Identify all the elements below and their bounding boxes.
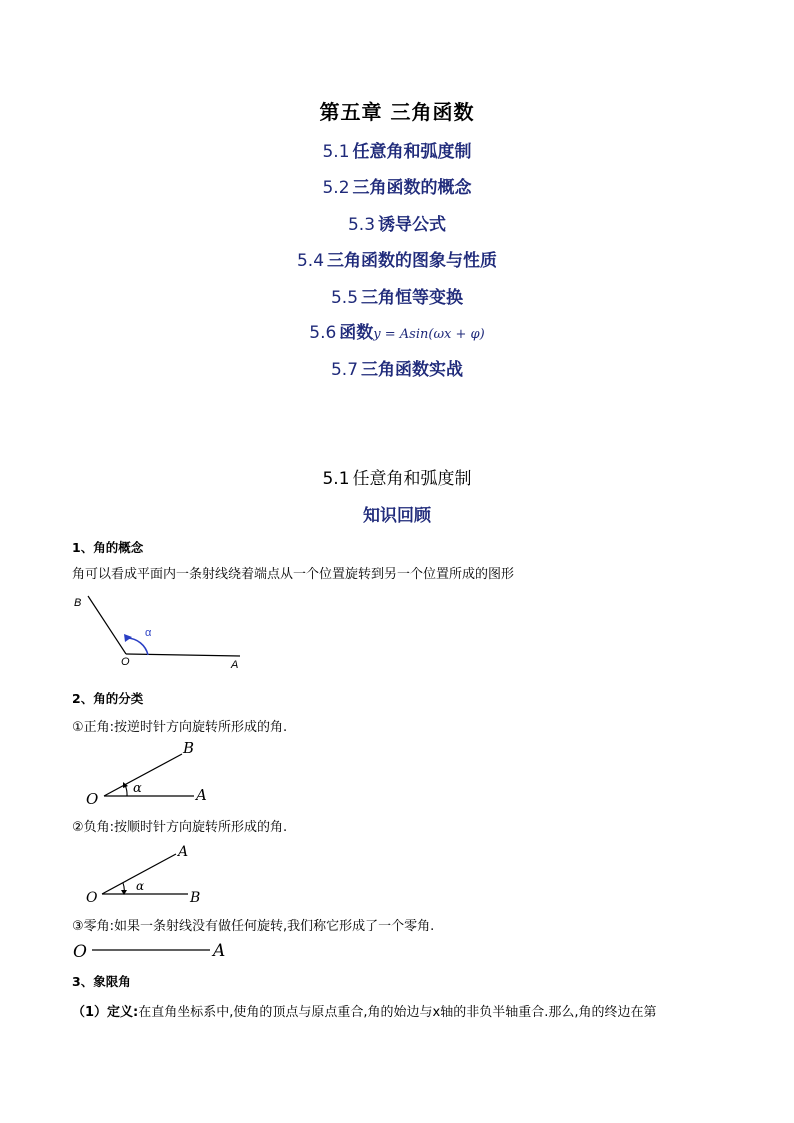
label-O: O [86,890,98,906]
toc-label: 诱导公式 [378,215,447,235]
toc-formula: y = Asin(ωx + φ) [373,327,485,342]
toc-label: 三角函数的概念 [352,178,472,198]
chapter-title: 第五章 三角函数 [319,100,475,124]
toc-num: 5.7 [330,360,359,380]
toc-num: 5.1 [322,142,350,162]
label-O: O [73,942,87,962]
toc-item-5-5[interactable] [0,283,794,308]
label-O: O [86,790,99,808]
angle-concept-figure [70,590,250,670]
quadrant-heading: 3、象限角 [72,974,131,989]
concept-heading: 1、角的概念 [72,540,144,555]
toc-num: 5.5 [330,288,359,308]
toc-num: 5.2 [322,178,350,198]
ray-OB [104,754,182,796]
zero-angle-text: ③零角:如果一条射线没有做任何旋转,我们称它形成了一个零角. [72,919,435,934]
label-A: A [213,941,226,961]
toc-item-5-2[interactable] [0,173,794,198]
label-O: O [121,656,130,668]
toc-item-5-3[interactable] [0,210,794,235]
label-A: A [196,786,207,804]
toc-num: 5.3 [347,215,376,235]
toc-label: 三角函数的图象与性质 [327,251,498,271]
section-subtitle: 知识回顾 [363,506,431,526]
label-B: B [183,739,195,757]
toc-label: 函数 [339,323,374,343]
toc-item-5-4[interactable] [0,246,794,271]
section-label: 任意角和弧度制 [352,469,472,489]
toc-label: 任意角和弧度制 [352,142,472,162]
negative-angle-figure [82,840,222,908]
zero-angle-figure [70,936,240,966]
concept-text: 角可以看成平面内一条射线绕着端点从一个位置旋转到另一个位置所成的图形 [72,567,515,582]
quadrant-definition [72,1001,656,1020]
section-title [0,464,794,489]
toc-item-5-1[interactable] [0,137,794,162]
label-A: A [178,844,189,860]
toc-label: 三角恒等变换 [361,288,464,308]
toc-item-5-6[interactable] [0,318,794,343]
ray-OA [126,654,240,656]
label-B: B [74,597,82,609]
definition-text: 在直角坐标系中,使角的顶点与原点重合,角的始边与x轴的非负半轴重合.那么,角的终边在第 [138,1005,657,1020]
positive-angle-text: ①正角:按逆时针方向旋转所形成的角. [72,720,288,735]
toc-item-5-7[interactable] [0,355,794,380]
toc-label: 三角函数实战 [361,360,464,380]
label-A: A [231,659,239,670]
label-alpha: α [133,781,142,796]
toc-num: 5.6 [309,323,337,343]
angle-arc [127,638,148,655]
section-num: 5.1 [322,469,350,489]
toc-num: 5.4 [296,251,325,271]
ray-OB [88,596,126,654]
definition-label: （1）定义: [72,1005,139,1020]
positive-angle-figure [82,738,222,808]
classification-heading: 2、角的分类 [72,691,144,706]
label-B: B [190,890,201,906]
label-alpha: α [136,879,145,893]
negative-angle-text: ②负角:按顺时针方向旋转所形成的角. [72,820,288,835]
label-alpha: α [145,627,152,639]
